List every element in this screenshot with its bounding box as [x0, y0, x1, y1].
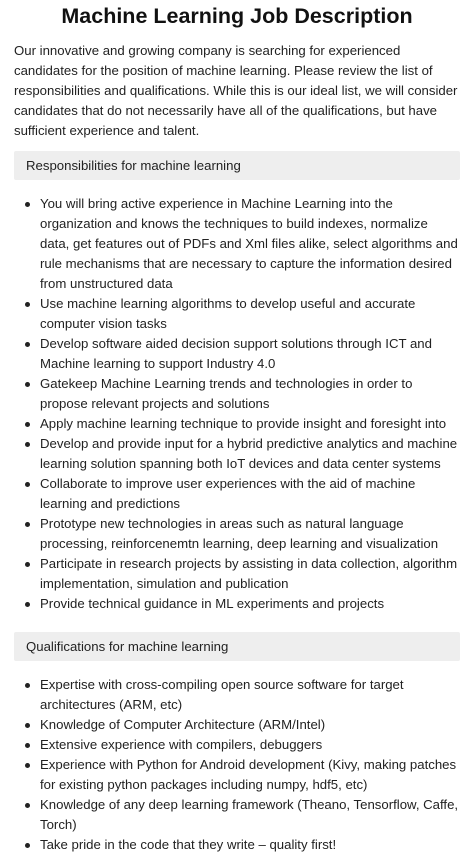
list-item: Extensive experience with compilers, debuggers [40, 735, 460, 755]
list-item: Develop software aided decision support solutions through ICT and Machine learning to support Industry 4.0 [40, 334, 460, 374]
list-item: Provide technical guidance in ML experiments and projects [40, 594, 460, 614]
list-item: Develop and provide input for a hybrid predictive analytics and machine learning solution spanning both IoT devices and data center systems [40, 434, 460, 474]
list-item: Use machine learning algorithms to develop useful and accurate computer vision tasks [40, 294, 460, 334]
list-item: Take pride in the code that they write – quality first! [40, 835, 460, 855]
page-title: Machine Learning Job Description [61, 4, 413, 28]
intro-paragraph: Our innovative and growing company is searching for experienced candidates for the position of machine learning. Please review the list of responsibilities and qualifications. While this is our ideal list, we will consider candidates that do not necessarily have all of the qualifications, but have sufficient experience and talent. [14, 43, 458, 138]
list-item: You will bring active experience in Machine Learning into the organization and knows the techniques to build indexes, normalize data, get features out of PDFs and Xml files alike, select algorithms and rule mechanisms that are necessary to capture the information desired from unstructured data [40, 194, 460, 294]
list-item: Prototype new technologies in areas such as natural language processing, reinforcenemtn learning, deep learning and visualization [40, 514, 460, 554]
list-item: Collaborate to improve user experiences with the aid of machine learning and predictions [40, 474, 460, 514]
responsibilities-list [14, 194, 460, 614]
list-item: Participate in research projects by assisting in data collection, algorithm implementation, simulation and publication [40, 554, 460, 594]
list-item: Apply machine learning technique to provide insight and foresight into [40, 414, 460, 434]
list-item: Knowledge of any deep learning framework (Theano, Tensorflow, Caffe, Torch) [40, 795, 460, 835]
list-item: Expertise with cross-compiling open source software for target architectures (ARM, etc) [40, 675, 460, 715]
list-item: Gatekeep Machine Learning trends and technologies in order to propose relevant projects and solutions [40, 374, 460, 414]
list-item: Experience with Python for Android development (Kivy, making patches for existing python packages including numpy, hdf5, etc) [40, 755, 460, 795]
qualifications-header [14, 632, 460, 661]
list-item: Knowledge of Computer Architecture (ARM/Intel) [40, 715, 460, 735]
qualifications-heading: Qualifications for machine learning [26, 639, 229, 654]
qualifications-list [14, 675, 460, 855]
responsibilities-heading: Responsibilities for machine learning [26, 158, 241, 173]
responsibilities-header [14, 151, 460, 180]
